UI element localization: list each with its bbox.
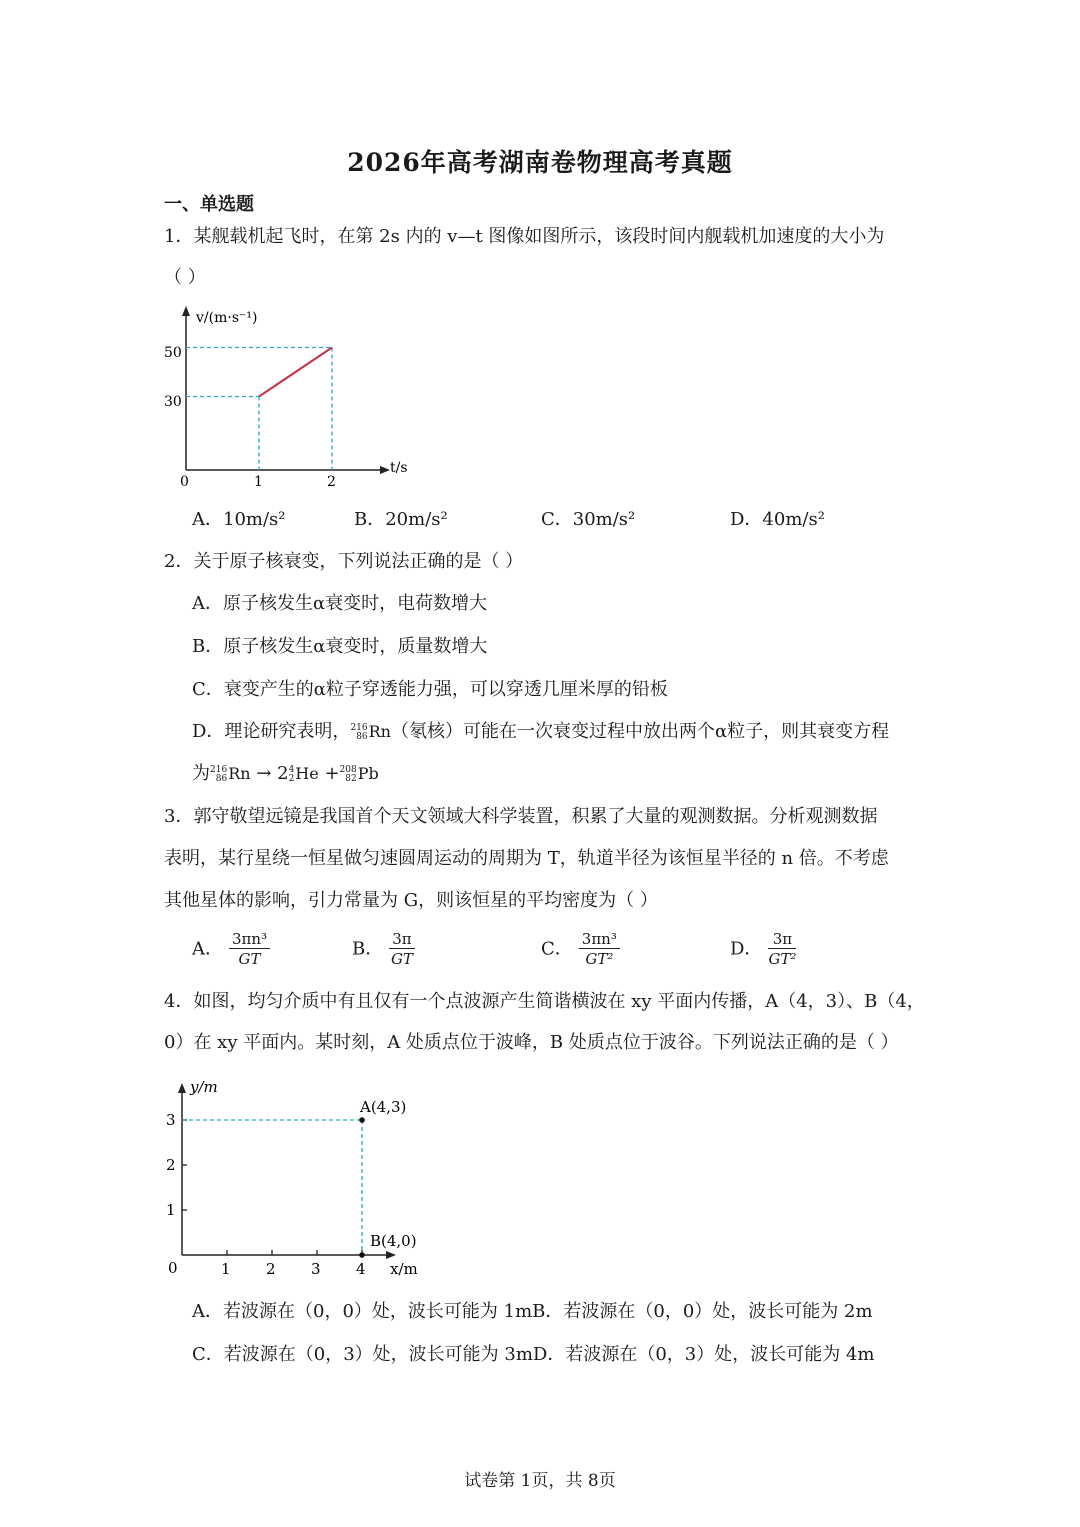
q3-b-numerator: 3π bbox=[389, 930, 414, 949]
xy-points bbox=[359, 1117, 365, 1258]
q4-option-a: A．若波源在（0，0）处，波长可能为 1m bbox=[192, 1301, 533, 1322]
q1-option-a: A．10m/s² bbox=[192, 509, 286, 530]
q2-option-d bbox=[192, 718, 889, 746]
xy-x-tick-4: 4 bbox=[356, 1260, 366, 1278]
q3-option-b bbox=[352, 930, 415, 969]
q3-option-b-fraction bbox=[389, 930, 414, 969]
xy-x-tick-2: 2 bbox=[266, 1260, 276, 1278]
q3-option-a-label: A． bbox=[192, 938, 223, 960]
q3-d-denominator: GT² bbox=[768, 950, 797, 968]
vt-x-tick-1: 1 bbox=[254, 474, 263, 490]
xy-y-tick-2: 2 bbox=[166, 1156, 176, 1174]
xy-point-0 bbox=[359, 1117, 365, 1123]
eq-pb-symbol: Pb bbox=[357, 764, 379, 783]
eq-he-coef: 2 bbox=[277, 763, 289, 784]
xy-x-label: x/m bbox=[390, 1260, 418, 1278]
vt-origin-label: 0 bbox=[180, 474, 189, 490]
q3-c-numerator: 3πn³ bbox=[579, 930, 620, 949]
q3-a-denominator: GT bbox=[238, 950, 261, 968]
eq-rn-charge: 86 bbox=[215, 773, 228, 784]
eq-he-charge: 2 bbox=[288, 773, 295, 784]
vt-series-line bbox=[259, 348, 332, 397]
xy-x-tick-3: 3 bbox=[311, 1260, 321, 1278]
xy-point-b-label: B(4,0) bbox=[370, 1232, 417, 1250]
xy-x-tick-1: 1 bbox=[221, 1260, 231, 1278]
q1-stem-line1: 1．某舰载机起飞时，在第 2s 内的 v—t 图像如图所示，该段时间内舰载机加速度的大小为 bbox=[164, 226, 885, 247]
eq-rn-symbol: Rn bbox=[228, 764, 251, 783]
q1-option-b: B．20m/s² bbox=[354, 509, 448, 530]
eq-he-nuclide bbox=[289, 760, 319, 788]
eq-pb-charge: 82 bbox=[345, 773, 357, 784]
rn-nuclide bbox=[350, 718, 391, 746]
eq-plus: + bbox=[324, 763, 340, 784]
q3-stem-line3: 其他星体的影响，引力常量为 G，则该恒星的平均密度为（ ） bbox=[164, 890, 658, 911]
q3-option-c bbox=[541, 930, 620, 969]
page-footer: 试卷第 1页，共 8页 bbox=[464, 1471, 616, 1491]
q2-option-d-prefix: D．理论研究表明， bbox=[192, 721, 351, 742]
page-title: 2026年高考湖南卷物理高考真题 bbox=[347, 148, 733, 177]
q2-option-b: B．原子核发生α衰变时，质量数增大 bbox=[192, 636, 488, 657]
xy-y-tick-3: 3 bbox=[166, 1111, 176, 1129]
q3-option-c-label: C． bbox=[541, 938, 573, 960]
vt-y-tick-50: 50 bbox=[164, 345, 182, 361]
vt-guide-lines bbox=[186, 348, 332, 471]
q2-option-a: A．原子核发生α衰变时，电荷数增大 bbox=[192, 593, 488, 614]
q4-option-c: C．若波源在（0，3）处，波长可能为 3m bbox=[192, 1344, 533, 1365]
q2-option-c: C．衰变产生的α粒子穿透能力强，可以穿透几厘米厚的铅板 bbox=[192, 679, 668, 700]
q3-option-a bbox=[192, 930, 270, 969]
q4-options-row1 bbox=[192, 1298, 873, 1326]
xy-point-a-label: A(4,3) bbox=[360, 1098, 407, 1116]
vt-y-label: v/(m·s⁻¹) bbox=[196, 310, 258, 326]
xy-graph bbox=[160, 1070, 450, 1285]
vt-x-label: t/s bbox=[390, 460, 408, 476]
eq-rn-nuclide bbox=[210, 760, 251, 788]
q4-stem-line2: 0）在 xy 平面内。某时刻，A 处质点位于波峰，B 处质点位于波谷。下列说法正确的是（ ） bbox=[164, 1032, 899, 1053]
xy-x-arrow bbox=[386, 1251, 396, 1259]
q2-stem: 2．关于原子核衰变，下列说法正确的是（ ） bbox=[164, 551, 524, 572]
eq-arrow: → bbox=[256, 763, 272, 784]
eq-rn-mass: 216 bbox=[210, 764, 228, 775]
eq-pb-mass: 208 bbox=[339, 764, 357, 775]
q4-option-d: D．若波源在（0，3）处，波长可能为 4m bbox=[532, 1344, 875, 1365]
q4-option-b: B．若波源在（0，0）处，波长可能为 2m bbox=[532, 1301, 873, 1322]
eq-pb-nuclide bbox=[340, 760, 379, 788]
xy-point-1 bbox=[359, 1252, 365, 1258]
vt-axes bbox=[182, 306, 390, 474]
eq-he-symbol: He bbox=[295, 764, 319, 783]
q1-option-d: D．40m/s² bbox=[730, 509, 825, 530]
q3-option-d-fraction bbox=[768, 930, 796, 969]
q3-stem-line1: 3．郭守敬望远镜是我国首个天文领域大科学装置，积累了大量的观测数据。分析观测数据 bbox=[164, 806, 878, 827]
q3-option-c-fraction bbox=[579, 930, 620, 969]
vt-x-arrow bbox=[380, 466, 390, 474]
xy-y-tick-1: 1 bbox=[166, 1201, 176, 1219]
rn-charge: 86 bbox=[356, 731, 368, 742]
xy-y-arrow bbox=[178, 1083, 186, 1093]
q3-stem-line2: 表明，某行星绕一恒星做匀速圆周运动的周期为 T，轨道半径为该恒星半径的 n 倍。不考虑 bbox=[164, 848, 889, 869]
q2-option-d-suffix: （氡核）可能在一次衰变过程中放出两个α粒子，则其衰变方程 bbox=[390, 721, 890, 742]
xy-guide-lines bbox=[182, 1120, 362, 1255]
q1-stem-line2: （ ） bbox=[164, 267, 206, 288]
q2-option-d-equation bbox=[192, 760, 379, 788]
q4-stem-line1: 4．如图，均匀介质中有且仅有一个点波源产生简谐横波在 xy 平面内传播，A（4，3）、B（4， bbox=[164, 991, 925, 1012]
xy-y-label: y/m bbox=[190, 1078, 218, 1096]
q4-options-row2 bbox=[192, 1341, 875, 1369]
rn-symbol: Rn bbox=[368, 722, 391, 741]
section-heading: 一、单选题 bbox=[164, 194, 254, 215]
q3-c-denominator: GT² bbox=[585, 950, 614, 968]
xy-origin-label: 0 bbox=[168, 1259, 178, 1277]
q3-d-numerator: 3π bbox=[768, 930, 796, 949]
vt-x-tick-2: 2 bbox=[327, 474, 336, 490]
q3-option-d-label: D． bbox=[730, 938, 763, 960]
vt-y-arrow bbox=[182, 306, 190, 316]
q2-equation-prefix: 为 bbox=[192, 763, 210, 784]
q3-option-d bbox=[730, 930, 796, 969]
xy-tick-marks bbox=[182, 1120, 362, 1255]
q3-option-a-fraction bbox=[229, 930, 270, 969]
rn-mass: 216 bbox=[350, 722, 368, 733]
vt-graph bbox=[150, 300, 430, 495]
vt-series bbox=[259, 348, 332, 397]
q3-option-b-label: B． bbox=[352, 938, 384, 960]
eq-he-mass: 4 bbox=[288, 764, 295, 775]
vt-y-tick-30: 30 bbox=[164, 394, 182, 410]
q3-a-numerator: 3πn³ bbox=[229, 930, 270, 949]
q1-option-c: C．30m/s² bbox=[541, 509, 636, 530]
q3-b-denominator: GT bbox=[390, 950, 413, 968]
